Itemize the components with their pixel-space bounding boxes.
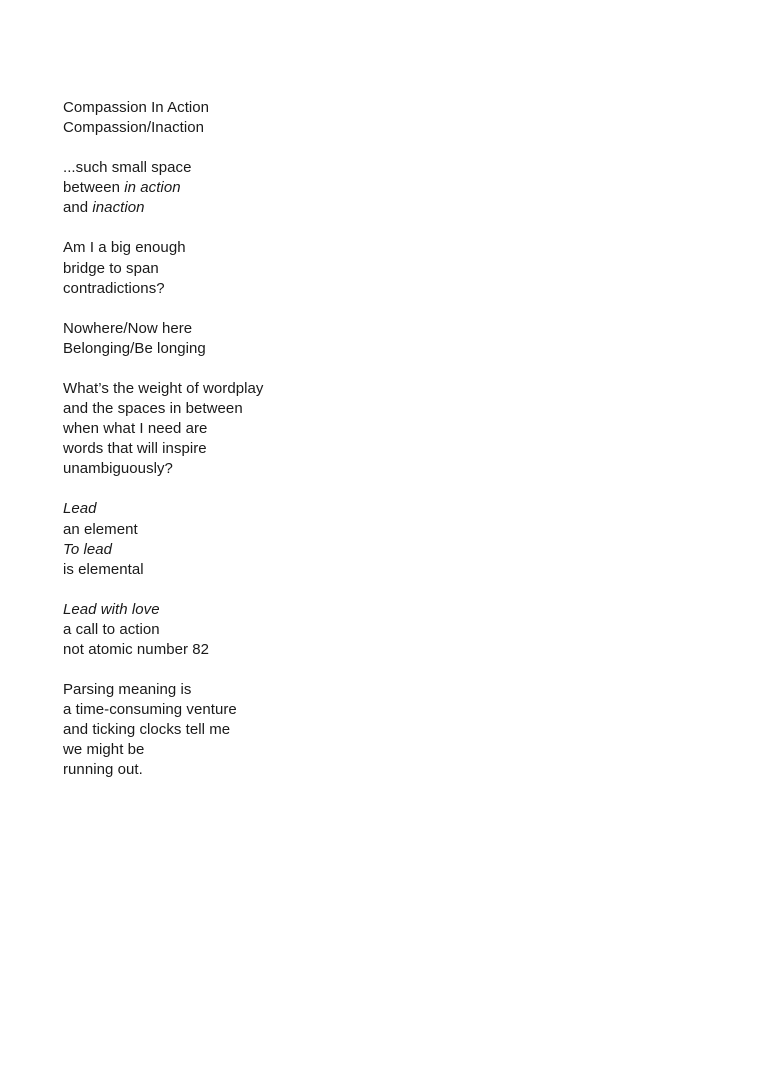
stanza-1-line-2 [63,178,483,198]
stanza-7-line-4: we might be [63,741,145,759]
stanza-7 [63,680,483,780]
title-line-2: Compassion/Inaction [63,119,205,137]
stanza-4-line-1: What’s the weight of wordplay [63,379,264,397]
stanza-6-line-2: a call to action [63,620,160,638]
stanza-1-line-3 [63,198,483,218]
stanza-2-line-3: contradictions? [63,279,165,297]
stanza-1-line-2-text: between [63,179,125,197]
stanza-3-line-2: Belonging/Be longing [63,339,206,357]
stanza-3-line-1: Nowhere/Now here [63,319,193,337]
stanza-1 [63,158,483,218]
stanza-6-line-3: not atomic number 82 [63,640,210,658]
stanza-5-line-4: is elemental [63,560,144,578]
stanza-4-line-5: unambiguously? [63,460,173,478]
stanza-1-line-3-italic: inaction [92,199,145,217]
stanza-1-line-1: ...such small space [63,159,192,177]
stanza-7-line-2: a time-consuming venture [63,701,237,719]
stanza-4-line-3: when what I need are [63,420,208,438]
stanza-4-line-4: words that will inspire [63,440,207,458]
stanza-6-line-1: Lead with love [63,600,160,618]
stanza-4 [63,379,483,479]
stanza-1-line-3-text: and [63,199,93,217]
poem [63,98,483,801]
stanza-3 [63,319,483,359]
stanza-2-line-2: bridge to span [63,259,159,277]
stanza-4-line-2: and the spaces in between [63,400,243,418]
title-line-1: Compassion In Action [63,99,210,116]
stanza-2 [63,238,483,298]
stanza-5 [63,499,483,579]
stanza-7-line-1: Parsing meaning is [63,681,192,699]
stanza-5-line-3: To lead [63,540,113,558]
stanza-5-line-1: Lead [63,500,97,518]
stanza-6 [63,600,483,660]
poem-title [63,98,483,138]
stanza-5-line-2: an element [63,520,138,538]
stanza-1-line-2-italic: in action [124,179,181,197]
stanza-2-line-1: Am I a big enough [63,239,186,257]
stanza-7-line-5: running out. [63,761,143,779]
stanza-7-line-3: and ticking clocks tell me [63,721,231,739]
